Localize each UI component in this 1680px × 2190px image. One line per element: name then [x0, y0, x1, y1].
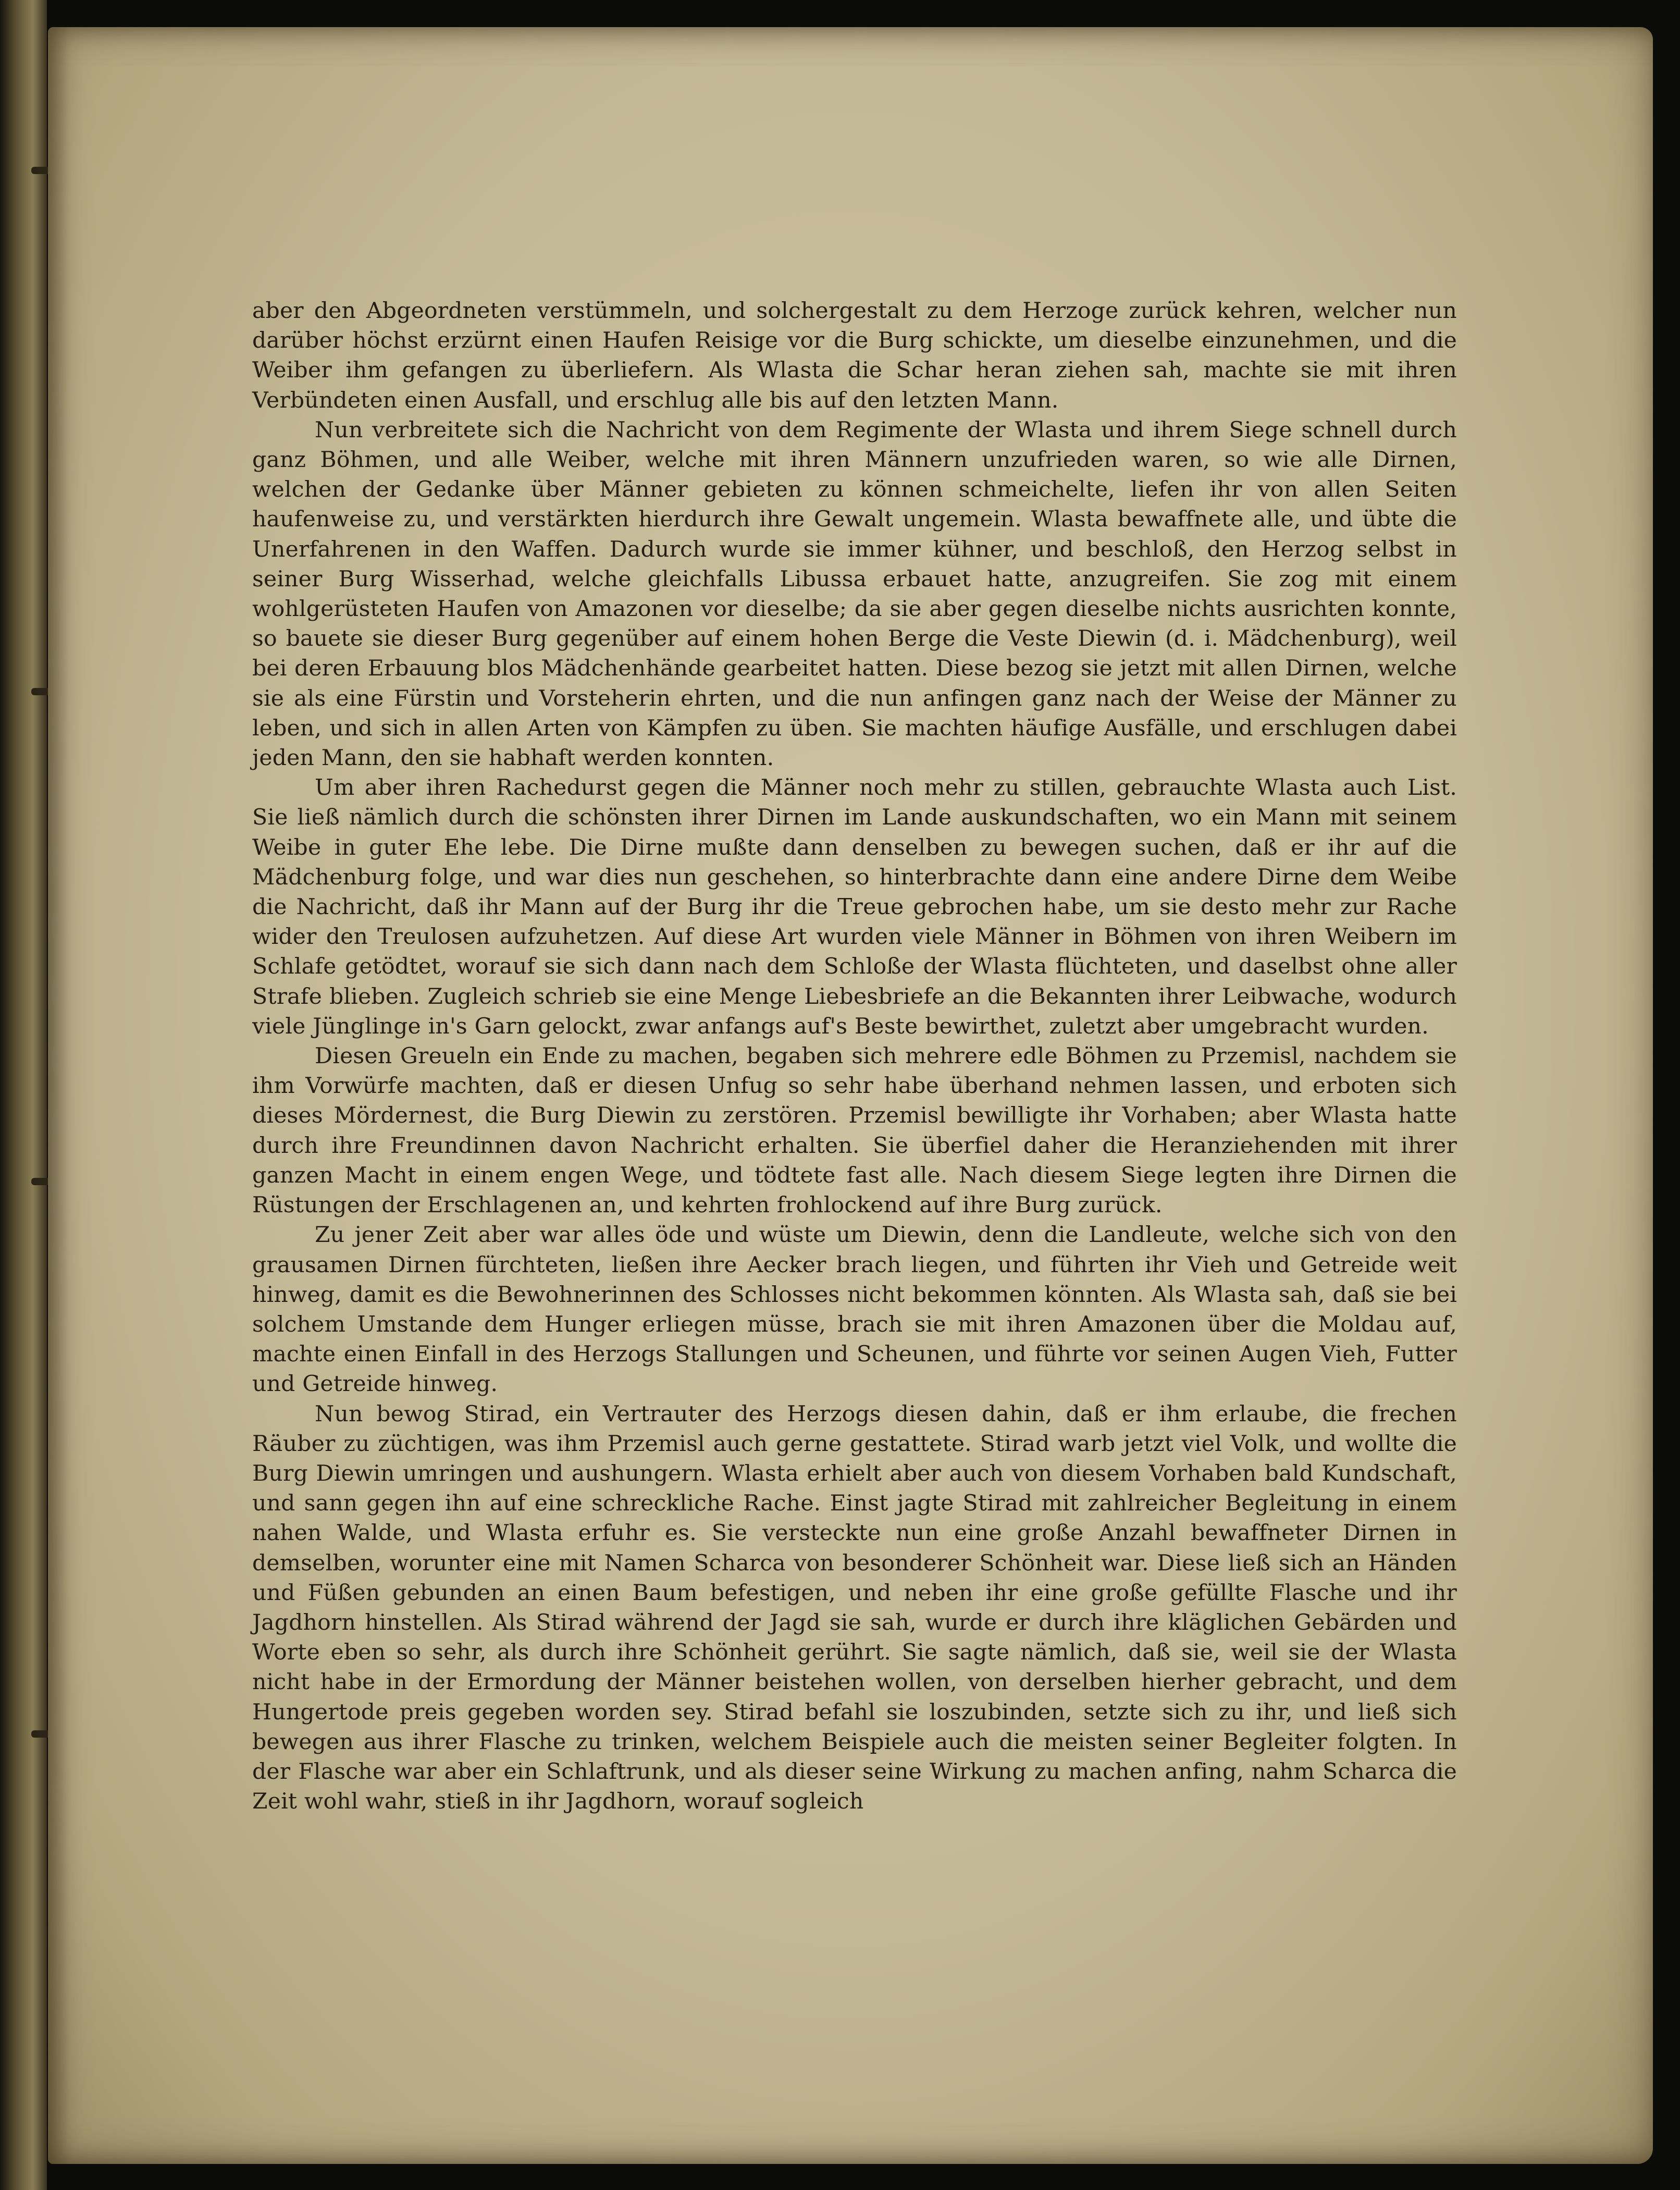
paragraph-4: Diesen Greueln ein Ende zu machen, begaben sich mehrere edle Böhmen zu Przemisl, nachdem sie ihm Vorwürfe machten, daß er diesen Unfug so sehr habe überhand nehmen lassen, und erboten sich dieses Mördernest, die Burg Diewin zu zerstören. Przemisl bewilligte ihr Vorhaben; aber Wlasta hatte durch ihre Freundinnen davon Nachricht erhalten. Sie überfiel daher die Heranziehenden mit ihrer ganzen Macht in einem engen Wege, und tödtete fast alle. Nach diesem Siege legten ihre Dirnen die Rüstungen der Erschlagenen an, und kehrten frohlockend auf ihre Burg zurück.: [252, 1043, 1457, 1219]
paragraph-2: Nun verbreitete sich die Nachricht von dem Regimente der Wlasta und ihrem Siege schnell durch ganz Böhmen, und alle Weiber, welche mit ihren Männern unzufrieden waren, so wie alle Dirnen, welchen der Gedanke über Männer gebieten zu können schmeichelte, liefen ihr von allen Seiten haufenweise zu, und verstärkten hierdurch ihre Gewalt ungemein. Wlasta bewaffnete alle, und übte die Unerfahrenen in den Waffen. Dadurch wurde sie immer kühner, und beschloß, den Herzog selbst in seiner Burg Wisserhad, welche gleichfalls Libussa erbauet hatte, anzugreifen. Sie zog mit einem wohlgerüsteten Haufen von Amazonen vor dieselbe; da sie aber gegen dieselbe nichts ausrichten konnte, so bauete sie dieser Burg gegenüber auf einem hohen Berge die Veste Diewin (d. i. Mädchenburg), weil bei deren Erbauung blos Mädchenhände gearbeitet hatten. Diese bezog sie jetzt mit allen Dirnen, welche sie als eine Fürstin und Vorsteherin ehrten, und die nun anfingen ganz nach der Weise der Männer zu leben, und sich in allen Arten von Kämpfen zu üben. Sie machten häufige Ausfälle, und erschlugen dabei jeden Mann, den sie habhaft werden konnten.: [252, 417, 1457, 771]
paragraph-3: Um aber ihren Rachedurst gegen die Männer noch mehr zu stillen, gebrauchte Wlasta auch List. Sie ließ nämlich durch die schönsten ihrer Dirnen im Lande auskundschaften, wo ein Mann mit seinem Weibe in guter Ehe lebe. Die Dirne mußte dann denselben zu bewegen suchen, daß er ihr auf die Mädchenburg folge, und war dies nun geschehen, so hinterbrachte dann eine andere Dirne dem Weibe die Nachricht, daß ihr Mann auf der Burg ihr die Treue gebrochen habe, um sie desto mehr zur Rache wider den Treulosen aufzuhetzen. Auf diese Art wurden viele Männer in Böhmen von ihren Weibern im Schlafe getödtet, worauf sie sich dann nach dem Schloße der Wlasta flüchteten, und daselbst ohne aller Strafe blieben. Zugleich schrieb sie eine Menge Liebesbriefe an die Bekannten ihrer Leibwache, wodurch viele Jünglinge in's Garn gelockt, zwar anfangs auf's Beste bewirthet, zuletzt aber umgebracht wurden.: [252, 775, 1457, 1039]
paragraph-6: Nun bewog Stirad, ein Vertrauter des Herzogs diesen dahin, daß er ihm erlaube, die frechen Räuber zu züchtigen, was ihm Przemisl auch gerne gestattete. Stirad warb jetzt viel Volk, und wollte die Burg Diewin umringen und aushungern. Wlasta erhielt aber auch von diesem Vorhaben bald Kundschaft, und sann gegen ihn auf eine schreckliche Rache. Einst jagte Stirad mit zahlreicher Begleitung in einem nahen Walde, und Wlasta erfuhr es. Sie versteckte nun eine große Anzahl bewaffneter Dirnen in demselben, worunter eine mit Namen Scharca von besonderer Schönheit war. Diese ließ sich an Händen und Füßen gebunden an einen Baum befestigen, und neben ihr eine große gefüllte Flasche und ihr Jagdhorn hinstellen. Als Stirad während der Jagd sie sah, wurde er durch ihre kläglichen Gebärden und Worte eben so sehr, als durch ihre Schönheit gerührt. Sie sagte nämlich, daß sie, weil sie der Wlasta nicht habe in der Ermordung der Männer beistehen wollen, von derselben hierher gebracht, und dem Hungertode preis gegeben worden sey. Stirad befahl sie loszubinden, setzte sich zu ihr, und ließ sich bewegen aus ihrer Flasche zu trinken, welchem Beispiele auch die meisten seiner Begleiter folgten. In der Flasche war aber ein Schlaftrunk, und als dieser seine Wirkung zu machen anfing, nahm Scharca die Zeit wohl wahr, stieß in ihr Jagdhorn, worauf sogleich: [252, 1401, 1457, 1815]
book-spine-edge: [0, 0, 47, 2190]
paragraph-5: Zu jener Zeit aber war alles öde und wüste um Diewin, denn die Landleute, welche sich von den grausamen Dirnen fürchteten, ließen ihre Aecker brach liegen, und führten ihr Vieh und Getreide weit hinweg, damit es die Bewohnerinnen des Schlosses nicht bekommen könnten. Als Wlasta sah, daß sie bei solchem Umstande dem Hunger erliegen müsse, brach sie mit ihren Amazonen über die Moldau auf, machte einen Einfall in des Herzogs Stallungen und Scheunen, und führte vor seinen Augen Vieh, Futter und Getreide hinweg.: [252, 1222, 1457, 1397]
page-body-text: [252, 296, 1457, 1816]
paragraph-1: aber den Abgeordneten verstümmeln, und solchergestalt zu dem Herzoge zurück kehren, welcher nun darüber höchst erzürnt einen Haufen Reisige vor die Burg schickte, um dieselbe einzunehmen, und die Weiber ihm gefangen zu überliefern. Als Wlasta die Schar heran ziehen sah, machte sie mit ihren Verbündeten einen Ausfall, und erschlug alle bis auf den letzten Mann.: [252, 298, 1457, 413]
